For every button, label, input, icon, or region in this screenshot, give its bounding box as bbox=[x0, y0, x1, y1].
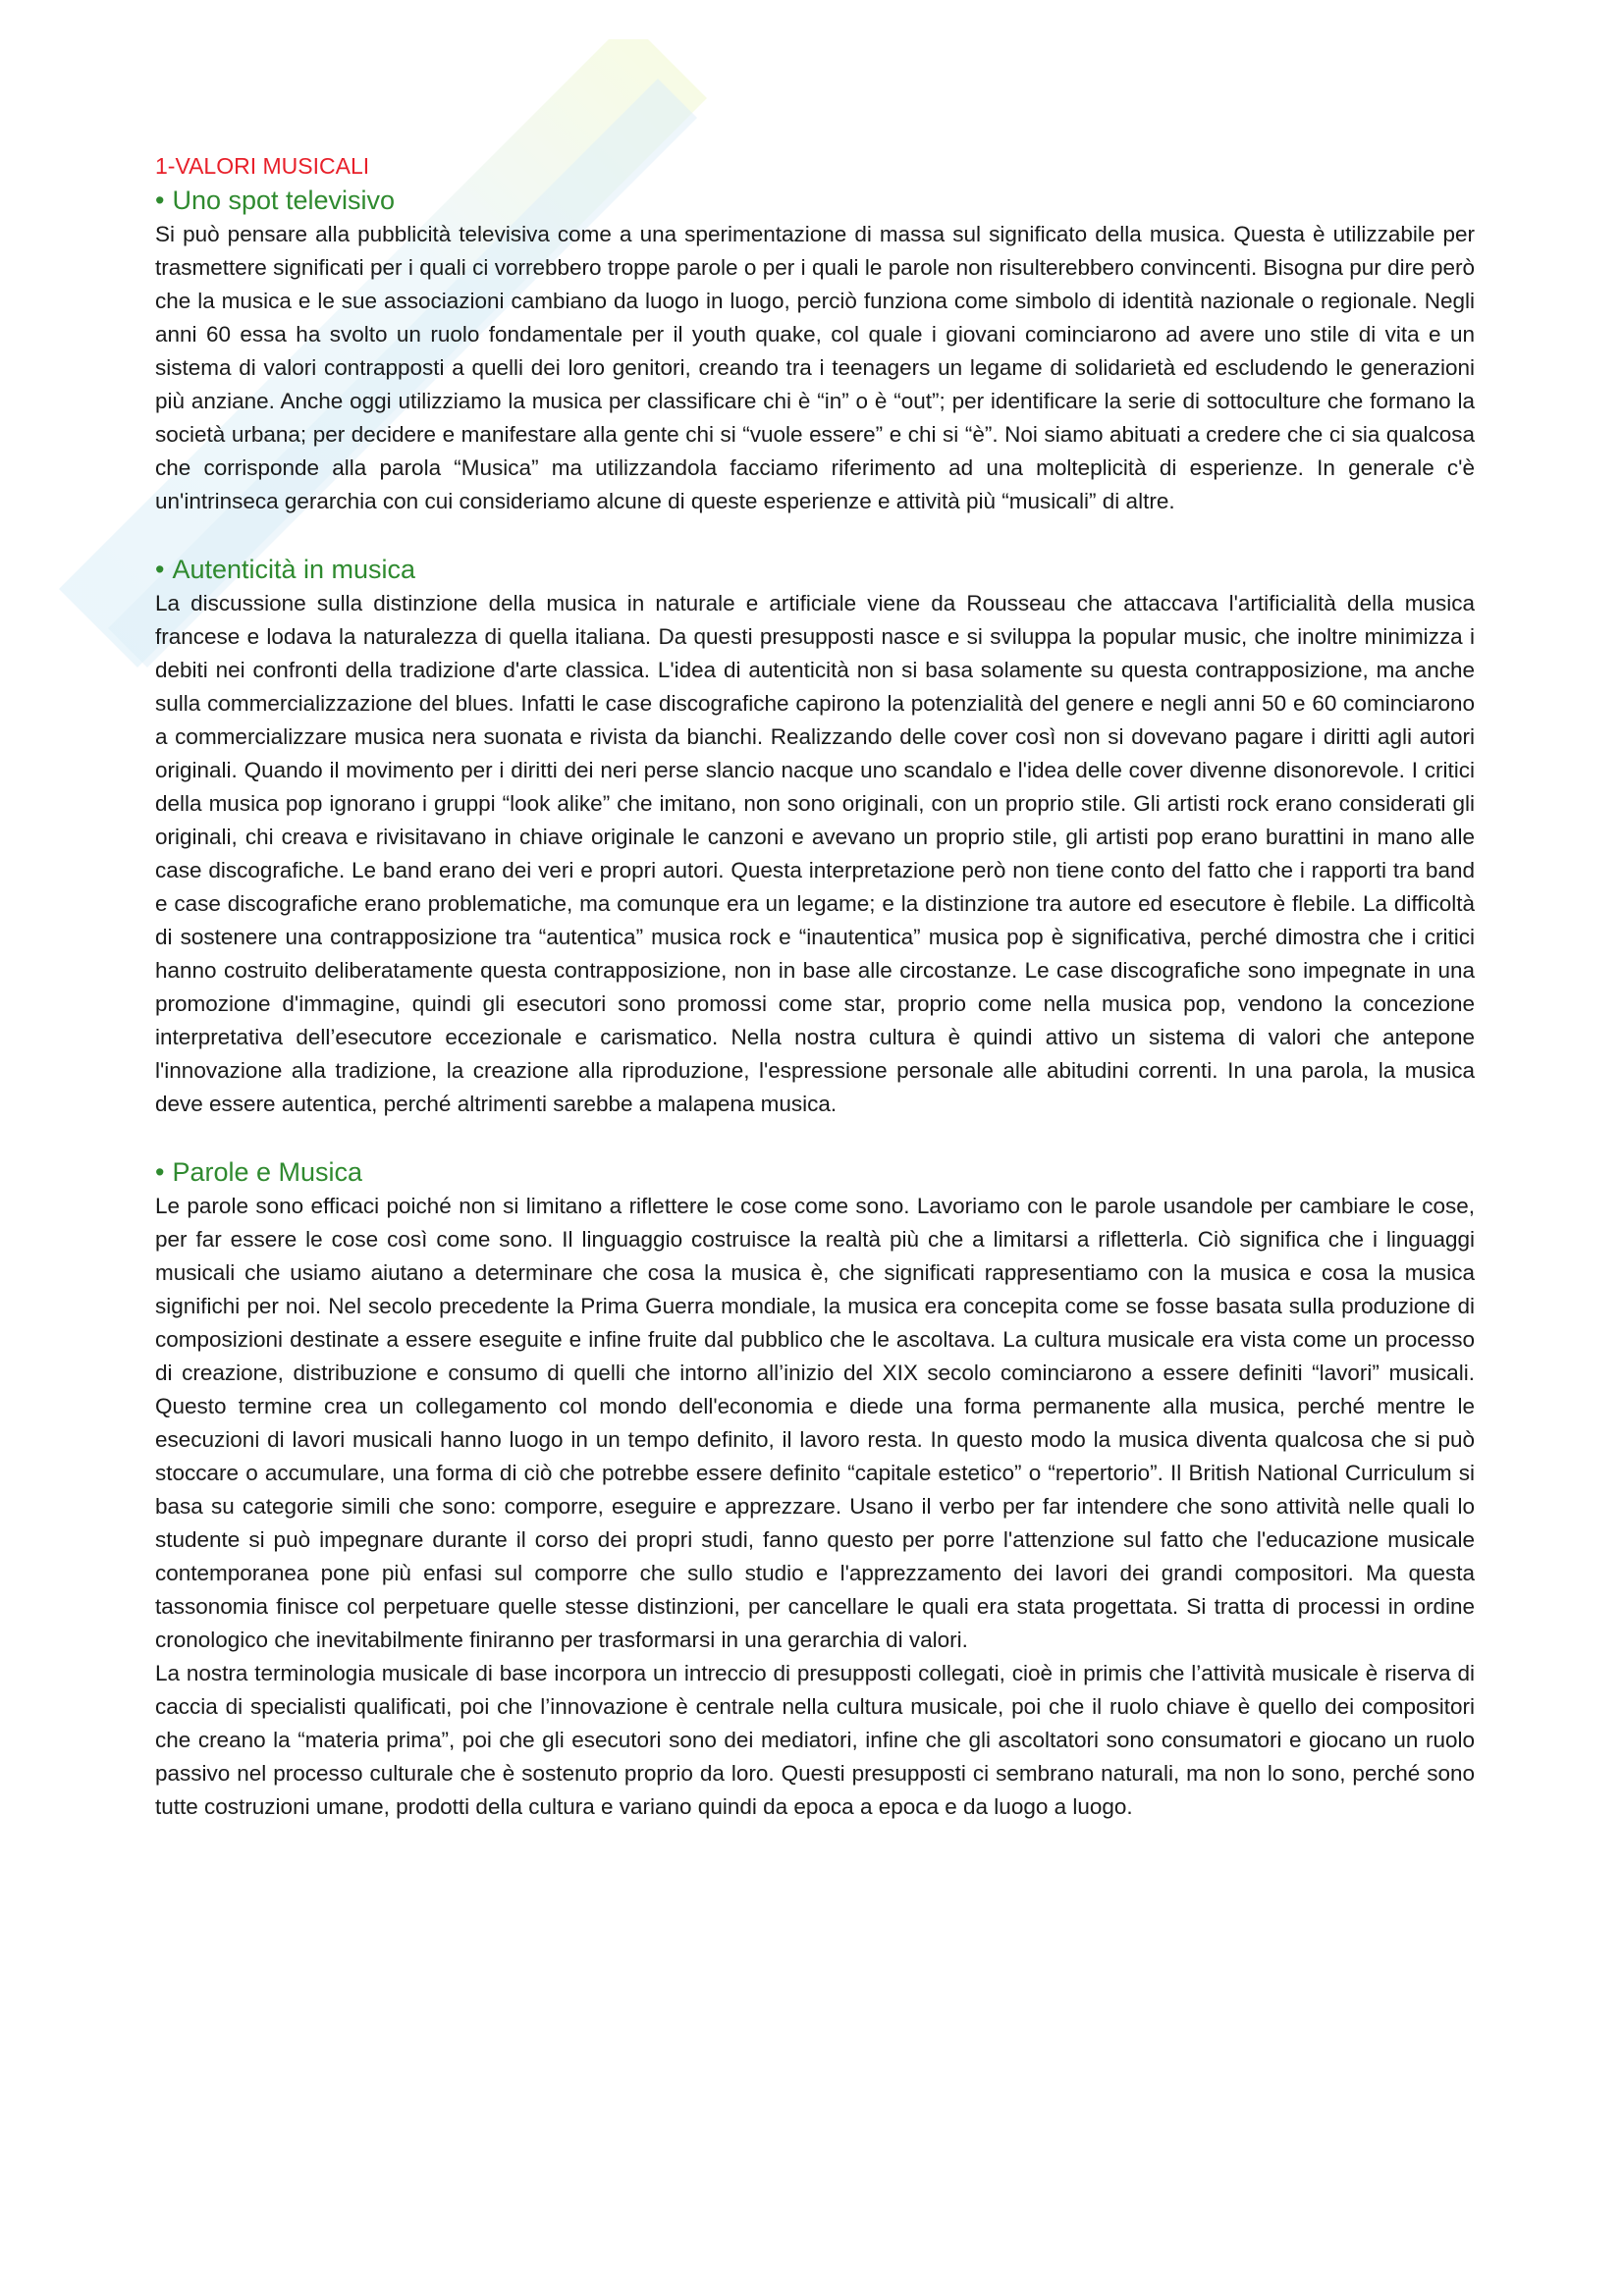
section-heading-text: Parole e Musica bbox=[172, 1157, 363, 1187]
bullet-icon: • bbox=[155, 1157, 165, 1187]
section-heading-text: Autenticità in musica bbox=[172, 555, 416, 584]
section-autenticita-in-musica bbox=[155, 552, 1475, 1121]
document-page bbox=[155, 149, 1475, 1857]
section-parole-e-musica bbox=[155, 1154, 1475, 1824]
section-uno-spot-televisivo bbox=[155, 183, 1475, 518]
chapter-title: 1-VALORI MUSICALI bbox=[155, 153, 370, 179]
paragraph: La discussione sulla distinzione della musica in naturale e artificiale viene da Rousseau che attaccava l'artificialità della musica francese e lodava la naturalezza di quella italiana. Da questi presupposti nasce e si sviluppa la popular music, che inoltre minimizza i debiti nei confronti della tradizione d'arte classica. L'idea di autenticità non si basa solamente su questa contrapposizione, ma anche sulla commercializzazione del blues. Infatti le case discografiche capirono la potenzialità del genere e negli anni 50 e 60 cominciarono a commercializzare musica nera suonata e rivista da bianchi. Realizzando delle cover così non si dovevano pagare i diritti agli autori originali. Quando il movimento per i diritti dei neri perse slancio nacque uno scandalo e l'idea delle cover divenne disonorevole. I critici della musica pop ignorano i gruppi “look alike” che imitano, non sono originali, con un proprio stile. Gli artisti rock erano considerati gli originali, chi creava e rivisitavano in chiave originale le canzoni e avevano un proprio stile, gli artisti pop erano burattini in mano alle case discografiche. Le band erano dei veri e propri autori. Questa interpretazione però non tiene conto del fatto che i rapporti tra band e case discografiche erano problematiche, ma comunque era un legame; e la distinzione tra autore ed esecutore è flebile. La difficoltà di sostenere una contrapposizione tra “autentica” musica rock e “inautentica” musica pop è significativa, perché dimostra che i critici hanno costruito deliberatamente questa contrapposizione, non in base alle circostanze. Le case discografiche sono impegnate in una promozione d'immagine, quindi gli esecutori sono promossi come star, proprio come nella musica pop, vendono la concezione interpretativa dell’esecutore eccezionale e carismatico. Nella nostra cultura è quindi attivo un sistema di valori che antepone l'innovazione alla tradizione, la creazione alla riproduzione, l'espressione personale alle abitudini correnti. In una parola, la musica deve essere autentica, perché altrimenti sarebbe a malapena musica. bbox=[155, 591, 1475, 1116]
bullet-icon: • bbox=[155, 555, 165, 584]
bullet-icon: • bbox=[155, 186, 165, 215]
section-heading-text: Uno spot televisivo bbox=[172, 186, 396, 215]
section-heading bbox=[155, 552, 1475, 587]
section-heading bbox=[155, 1154, 1475, 1190]
paragraph: Si può pensare alla pubblicità televisiva come a una sperimentazione di massa sul significato della musica. Questa è utilizzabile per trasmettere significati per i quali ci vorrebbero troppe parole o per i quali le parole non risulterebbero convincenti. Bisogna pur dire però che la musica e le sue associazioni cambiano da luogo in luogo, perciò funziona come simbolo di identità nazionale o regionale. Negli anni 60 essa ha svolto un ruolo fondamentale per il youth quake, col quale i giovani cominciarono ad avere uno stile di vita e un sistema di valori contrapposti a quelli dei loro genitori, creando tra i teenagers un legame di solidarietà ed escludendo le generazioni più anziane. Anche oggi utilizziamo la musica per classificare chi è “in” o è “out”; per identificare la serie di sottoculture che formano la società urbana; per decidere e manifestare alla gente chi si “vuole essere” e chi si “è”. Noi siamo abituati a credere che ci sia qualcosa che corrisponde alla parola “Musica” ma utilizzandola facciamo riferimento ad una molteplicità di esperienze. In generale c'è un'intrinseca gerarchia con cui consideriamo alcune di queste esperienze e attività più “musicali” di altre. bbox=[155, 222, 1475, 513]
paragraph: La nostra terminologia musicale di base incorpora un intreccio di presupposti collegati, cioè in primis che l’attività musicale è riserva di caccia di specialisti qualificati, poi che l’innovazione è centrale nella cultura musicale, poi che il ruolo chiave è quello dei compositori che creano la “materia prima”, poi che gli esecutori sono dei mediatori, infine che gli ascoltatori sono consumatori e giocano un ruolo passivo nel processo culturale che è sostenuto proprio da loro. Questi presupposti ci sembrano naturali, ma non lo sono, perché sono tutte costruzioni umane, prodotti della cultura e variano quindi da epoca a epoca e da luogo a luogo. bbox=[155, 1661, 1475, 1819]
section-heading bbox=[155, 183, 1475, 218]
paragraph: Le parole sono efficaci poiché non si limitano a riflettere le cose come sono. Lavoriamo con le parole usandole per cambiare le cose, per far essere le cose così come sono. Il linguaggio costruisce la realtà più che a limitarsi a rifletterla. Ciò significa che i linguaggi musicali che usiamo aiutano a determinare che cosa la musica è, che significati rappresentiamo con la musica e cosa la musica significhi per noi. Nel secolo precedente la Prima Guerra mondiale, la musica era concepita come se fosse basata sulla produzione di composizioni destinate a essere eseguite e infine fruite dal pubblico che le ascoltava. La cultura musicale era vista come un processo di creazione, distribuzione e consumo di quelli che intorno all’inizio del XIX secolo cominciarono a essere definiti “lavori” musicali. Questo termine crea un collegamento col mondo dell'economia e diede una forma permanente alla musica, perché mentre le esecuzioni di lavori musicali hanno luogo in un tempo definito, il lavoro resta. In questo modo la musica diventa qualcosa che si può stoccare o accumulare, una forma di ciò che potrebbe essere definito “capitale estetico” o “repertorio”. Il British National Curriculum si basa su categorie simili che sono: comporre, eseguire e apprezzare. Usano il verbo per far intendere che sono attività nelle quali lo studente si può impegnare durante il corso dei propri studi, fanno questo per porre l'attenzione sul fatto che l'educazione musicale contemporanea pone più enfasi sul comporre che sullo studio e l'apprezzamento dei lavori dei grandi compositori. Ma questa tassonomia finisce col perpetuare quelle stesse distinzioni, per cancellare le quali era stata progettata. Si tratta di processi in ordine cronologico che inevitabilmente finiranno per trasformarsi in una gerarchia di valori. bbox=[155, 1194, 1475, 1652]
